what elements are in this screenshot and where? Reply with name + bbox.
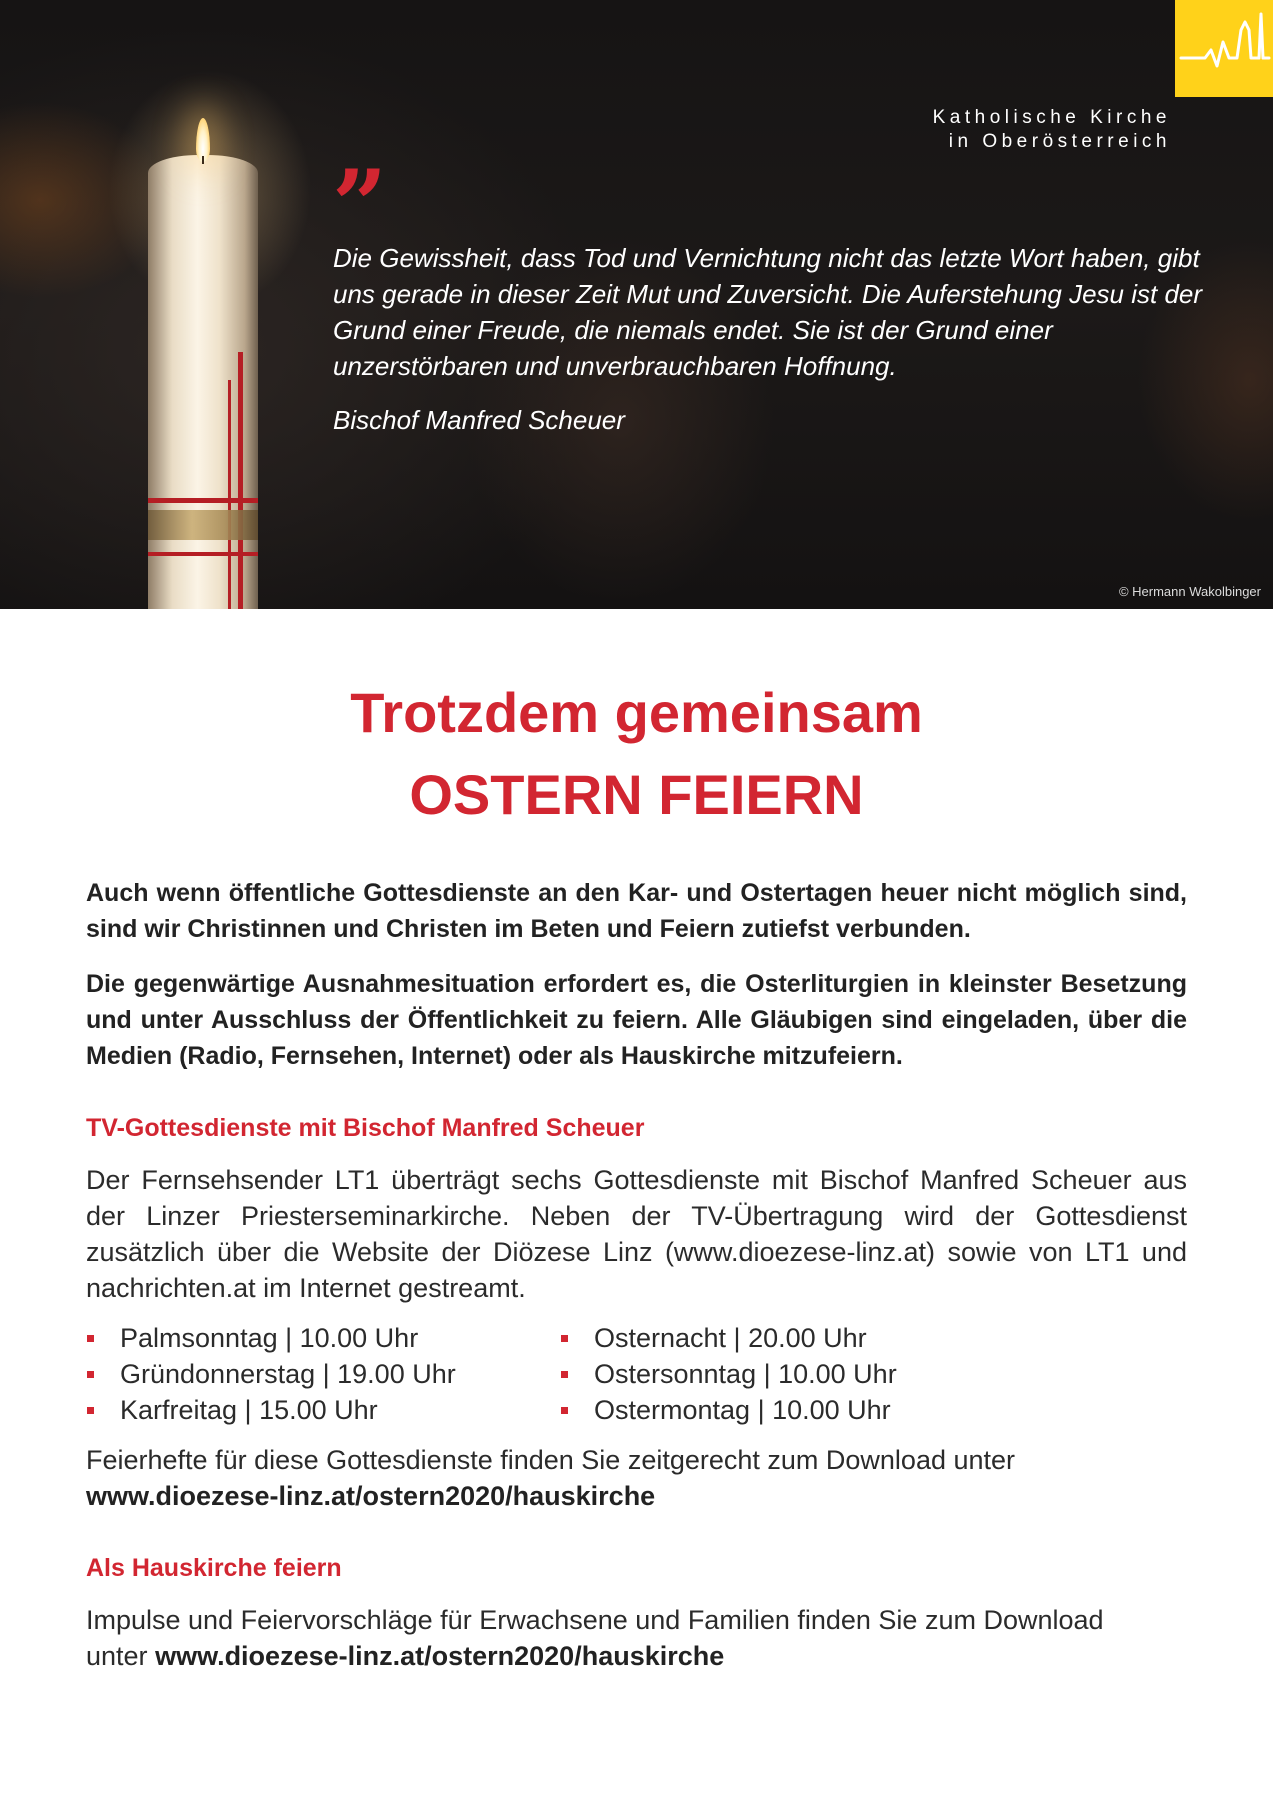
organization-name [771, 106, 1171, 154]
download-link[interactable]: www.dioezese-linz.at/ostern2020/hauskirche [86, 1481, 656, 1511]
schedule-item: Ostersonntag | 10.00 Uhr [560, 1356, 897, 1392]
home-text-prefix: unter [86, 1641, 148, 1671]
download-text: Feierhefte für diese Gottesdienste finden Sie zeitgerecht zum Download unter [86, 1445, 1016, 1475]
schedule-item: Palmsonntag | 10.00 Uhr [86, 1320, 560, 1356]
schedule-column-right [560, 1320, 897, 1428]
home-text: Impulse und Feiervorschläge für Erwachsene und Familien finden Sie zum Download [86, 1605, 1104, 1635]
schedule-item: Ostermontag | 10.00 Uhr [560, 1392, 897, 1428]
bullet-icon [561, 1335, 568, 1342]
quote-author: Bischof Manfred Scheuer [333, 405, 625, 435]
organization-name-line2: in Oberösterreich [948, 131, 1171, 152]
candle-wick [202, 156, 204, 164]
candle-cross-horizontal [148, 498, 258, 503]
quote-mark-icon: ” [332, 149, 388, 262]
candle-ornament-line [148, 552, 258, 556]
candle-cross-vertical [238, 352, 243, 609]
schedule-column-left [86, 1320, 560, 1428]
schedule-item: Karfreitag | 15.00 Uhr [86, 1392, 560, 1428]
intro-paragraph-1: Auch wenn öffentliche Gottesdienste an den Kar- und Ostertagen heuer nicht möglich sind, sind wir Christinnen und Christen im Beten und Feiern zutiefst verbunden. [86, 879, 1187, 943]
organization-name-line1: Katholische Kirche [932, 107, 1171, 128]
bishop-quote: Die Gewissheit, dass Tod und Vernichtung nicht das letzte Wort haben, gibt uns gerade in dieser Zeit Mut und Zuversicht. Die Auferstehung Jesu ist der Grund einer Freude, die niemals endet. Sie ist der Grund einer unzerstörbaren und unverbrauchbaren Hoffnung. [333, 243, 1203, 381]
bullet-icon [561, 1407, 568, 1414]
tv-section-text: Der Fernsehsender LT1 überträgt sechs Gottesdienste mit Bischof Manfred Scheuer aus der Linzer Priesterseminarkirche. Neben der TV-Übertragung wird der Gottesdienst zusätzlich über die Website der Diözese Linz (www.dioezese-linz.at) sowie von LT1 und nachrichten.at im Internet gestreamt. [86, 1165, 1187, 1303]
home-download-link[interactable]: www.dioezese-linz.at/ostern2020/hauskirche [155, 1641, 725, 1671]
candle-cross-vertical-2 [228, 380, 231, 609]
broadcast-schedule [86, 1320, 1187, 1428]
intro-paragraph-2: Die gegenwärtige Ausnahmesituation erfordert es, die Osterliturgien in kleinster Besetzung und unter Ausschluss der Öffentlichkeit zu feiern. Alle Gläubigen sind eingeladen, über die Medien (Radio, Fernsehen, Internet) oder als Hauskirche mitzufeiern. [86, 970, 1187, 1070]
photo-credit: © Hermann Wakolbinger [1118, 584, 1261, 599]
schedule-item: Osternacht | 20.00 Uhr [560, 1320, 897, 1356]
page-title-line1: Trotzdem gemeinsam [350, 681, 923, 744]
home-section-text [86, 1602, 1187, 1674]
tv-section-heading: TV-Gottesdienste mit Bischof Manfred Scheuer [86, 1114, 645, 1142]
bullet-icon [87, 1335, 94, 1342]
church-heartbeat-icon [1175, 0, 1273, 97]
page-title [0, 672, 1273, 836]
diocese-logo [1175, 0, 1273, 97]
main-content [86, 875, 1187, 1674]
bullet-icon [561, 1371, 568, 1378]
candle-ornament-band [148, 510, 258, 540]
bullet-icon [87, 1371, 94, 1378]
hero-photo [0, 0, 1273, 609]
home-section-heading: Als Hauskirche feiern [86, 1554, 342, 1582]
page-title-line2: OSTERN FEIERN [409, 763, 864, 826]
schedule-item: Gründonnerstag | 19.00 Uhr [86, 1356, 560, 1392]
download-note [86, 1442, 1187, 1514]
bullet-icon [87, 1407, 94, 1414]
